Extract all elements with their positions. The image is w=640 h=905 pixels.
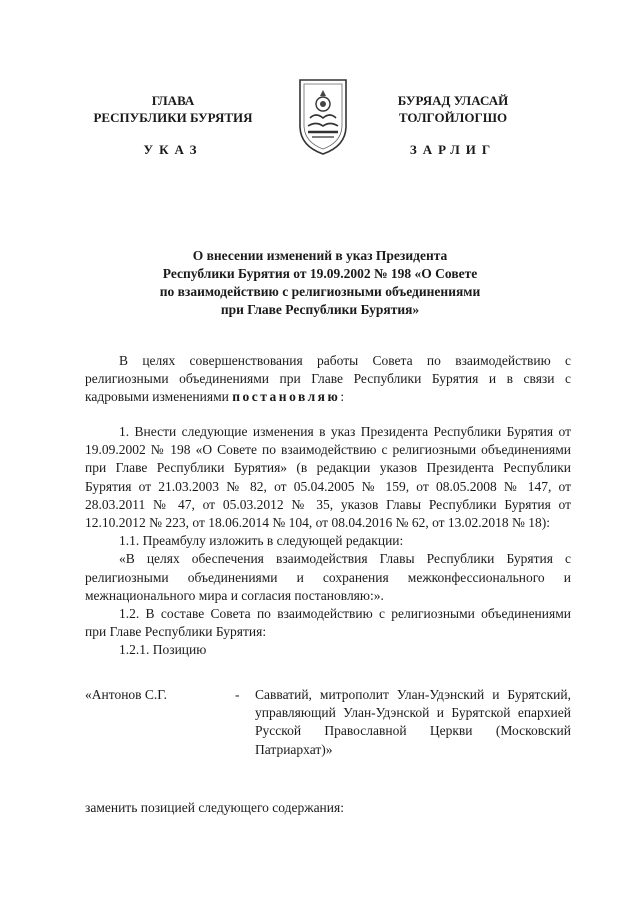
position-description: Савватий, митрополит Улан-Удэнский и Бурятский, управляющий Улан-Удэнской и Бурятской епархией Русской Православной Церкви (Московский Патриархат)» [255, 687, 571, 757]
header-left [84, 92, 262, 126]
clause-1-2-1: 1.2.1. Позицию [119, 642, 207, 658]
header-left-line1: ГЛАВА [151, 93, 195, 108]
title-line-3: по взаимодействию с религиозными объединениями [159, 284, 481, 299]
document-title [90, 247, 550, 319]
intro-decree-word: постановляю [232, 389, 341, 405]
header-right-line2: ТОЛГОЙЛОГШО [398, 110, 508, 125]
clause-1: 1. Внести следующие изменения в указ Президента Республики Бурятия от 19.09.2002 № 198 «О Совете по взаимодействию с религиозными объединениями при Главе Республики Бурятия» (в редакции указов Президента Республики Бурятия от 21.03.2003 № 82, от 05.04.2005 № 159, от 08.05.2008 № 147, от 28.03.2011 № 47, от 05.03.2012 № 35, указов Главы Республики Бурятия от 12.10.2012 № 223, от 18.06.2014 № 104, от 08.04.2016 № 62, от 13.02.2018 № 18): [85, 424, 571, 531]
header-right-line1: БУРЯАД УЛАСАЙ [397, 93, 509, 108]
header-right-doc-type: ЗАРЛИГ [409, 142, 497, 157]
coat-of-arms-icon [292, 74, 354, 156]
title-line-2: Республики Бурятия от 19.09.2002 № 198 «О Совете [162, 266, 478, 281]
clause-1-1-quote: «В целях обеспечения взаимодействия Главы Республики Бурятия с религиозными объединениями и сохранения межконфессионального и межнационального мира и согласия постановляю:». [85, 551, 571, 603]
position-name: «Антонов С.Г. [85, 687, 167, 702]
decree-clauses [85, 423, 571, 660]
title-line-4: при Главе Республики Бурятия» [220, 302, 420, 317]
intro-paragraph [85, 352, 571, 407]
clause-1-2: 1.2. В составе Совета по взаимодействию с религиозными объединениями при Главе Республики Бурятия: [85, 606, 571, 640]
header-left-line2: РЕСПУБЛИКИ БУРЯТИЯ [93, 110, 253, 125]
title-line-1: О внесении изменений в указ Президента [192, 248, 448, 263]
intro-text: В целях совершенствования работы Совета по взаимодействию с религиозными объединениями при Главе Республики Бурятия и в связи с кадровыми изменениями [85, 353, 571, 405]
header-right [368, 92, 538, 126]
clause-1-1: 1.1. Преамбулу изложить в следующей редакции: [119, 533, 404, 549]
position-dash: - [235, 687, 240, 702]
intro-colon: : [340, 389, 345, 405]
header-left-doc-type: УКАЗ [143, 142, 203, 157]
replace-text: заменить позицией следующего содержания: [85, 800, 344, 815]
